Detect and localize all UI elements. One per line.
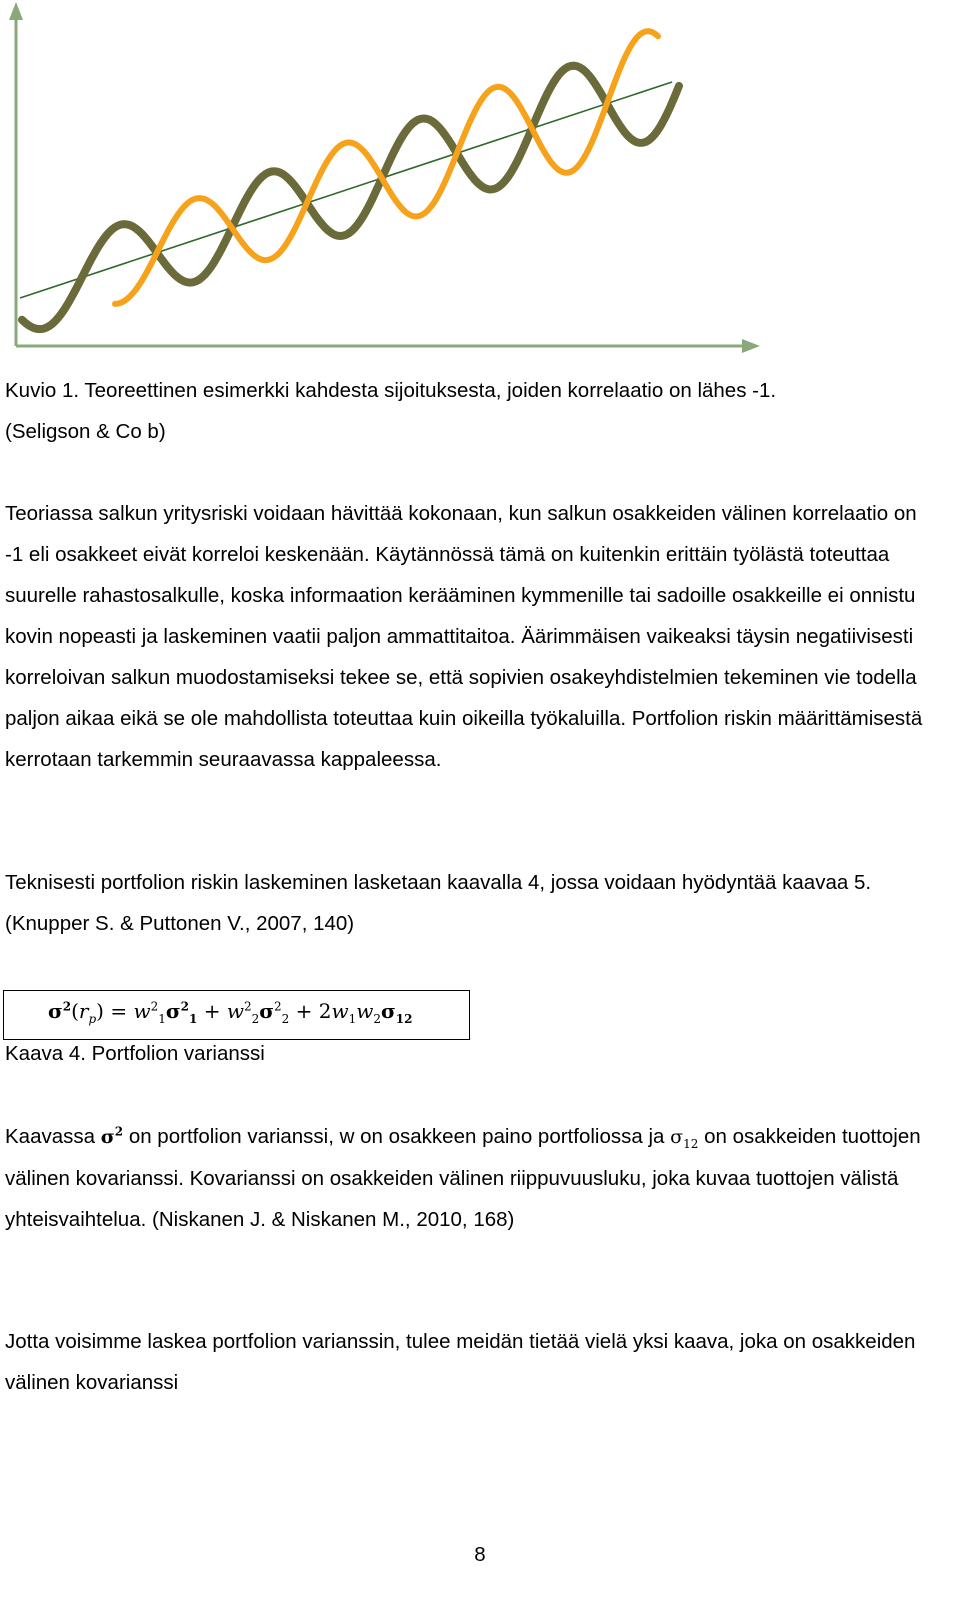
- x-axis-arrow-icon: [742, 339, 760, 353]
- series-a-wave: [22, 66, 679, 329]
- caption-line-2: (Seligson & Co b): [5, 420, 166, 443]
- paragraph-3: Kaavassa $\sigma^2$ on portfolion varianssi, w on osakkeen paino portfoliossa ja $\sigma_{12}$ on osakkeiden tuottojen välinen kovarianssi. Kovarianssi on osakkeiden välinen riippuvuusluku, joka kuvaa tuottojen välistä yhteisvaihtelua. (Niskanen J. & Niskanen M., 2010, 168): [5, 1124, 921, 1231]
- sigma-squared-symbol: $\sigma^2$: [100, 1124, 124, 1148]
- figure-caption: [5, 370, 940, 452]
- paragraph-2: Teknisesti portfolion riskin laskeminen lasketaan kaavalla 4, jossa voidaan hyödyntää kaavaa 5. (Knupper S. & Puttonen V., 2007, 140): [5, 871, 872, 935]
- paragraph-1: Teoriassa salkun yritysriski voidaan hävittää kokonaan, kun salkun osakkeiden välinen korrelaatio on -1 eli osakkeet eivät korreloi keskenään. Käytännössä tämä on kuitenkin erittäin työlästä toteuttaa suurelle rahastosalkulle, koska informaation kerääminen kymmenille tai sadoille osakkeille ei onnistu kovin nopeasti ja laskeminen vaatii paljon ammattitaitoa. Äärimmäisen vaikeaksi täysin negatiivisesti korreloivan salkun muodostamiseksi tekee se, että sopivien osakeyhdistelmien tekeminen vie todella paljon aikaa eikä se ole mahdollista toteuttaa kuin oikeilla työkaluilla. Portfolion riskin määrittämisestä kerrotaan tarkemmin seuraavassa kappaleessa.: [5, 502, 923, 771]
- formula-caption: Kaava 4. Portfolion varianssi: [5, 1042, 265, 1065]
- page-number: 8: [474, 1543, 486, 1566]
- trend-line: [20, 82, 672, 298]
- portfolio-variance-formula: $\sigma^2(r_p) = w^2_1\sigma^2_1 + w^2_2\sigma^2_2 + 2w_1w_2\sigma_{12}$: [48, 999, 413, 1026]
- sigma-12-symbol: $\sigma_{12}$: [670, 1126, 699, 1151]
- y-axis-arrow-icon: [9, 2, 23, 20]
- caption-line-1: Kuvio 1. Teoreettinen esimerkki kahdesta sijoituksesta, joiden korrelaatio on lähes -1.: [5, 379, 777, 402]
- paragraph-4: Jotta voisimme laskea portfolion varianssin, tulee meidän tietää vielä yksi kaava, joka on osakkeiden välinen kovarianssi: [5, 1330, 916, 1394]
- correlation-figure: [0, 0, 770, 360]
